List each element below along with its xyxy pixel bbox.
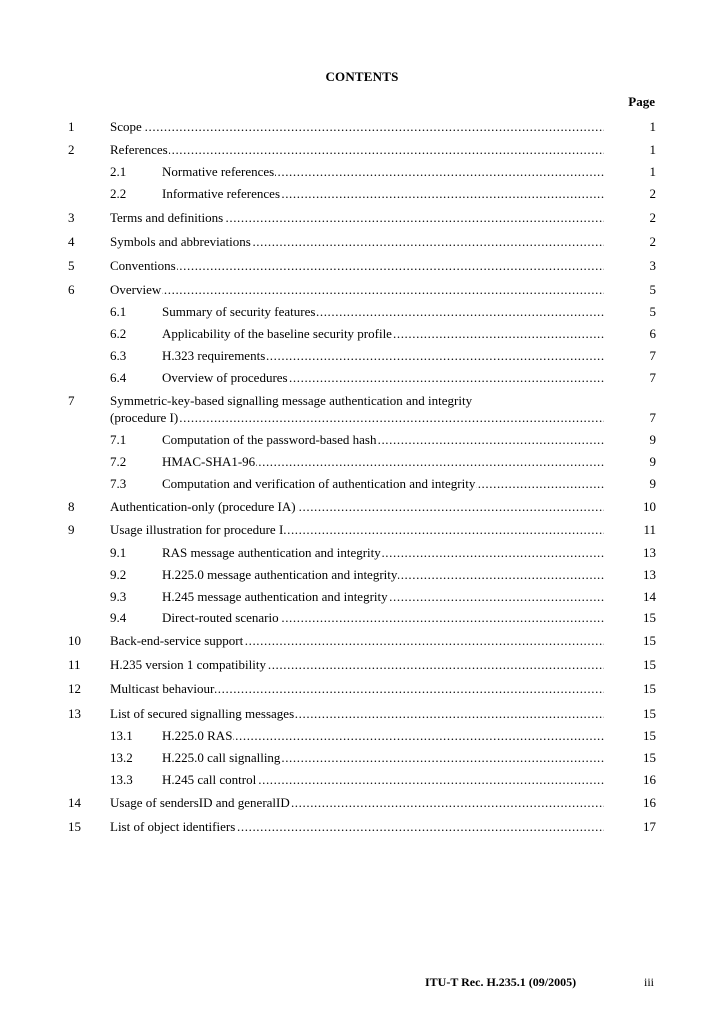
toc-entry-number: 14 (68, 795, 81, 810)
toc-entry-title: HMAC-SHA1-96 (162, 454, 256, 469)
toc-entry-title: Usage of sendersID and generalID (110, 795, 290, 810)
toc-entry-page: 1 (649, 142, 656, 157)
toc-entry-number: 6.4 (110, 370, 127, 385)
toc-entry-title: H.235 version 1 compatibility (110, 657, 266, 672)
toc-entry-number: 13.2 (110, 750, 133, 765)
toc-entry-leader (162, 453, 604, 470)
toc-entry-number: 9.1 (110, 545, 127, 560)
toc-entry-title: (procedure I) (110, 410, 179, 425)
toc-entry-leader (110, 794, 604, 811)
toc-entry-number: 12 (68, 681, 81, 696)
toc-entry[interactable] (68, 794, 656, 811)
toc-entry-page: 5 (649, 304, 656, 319)
toc-entry-page: 17 (643, 819, 656, 834)
toc-entry-number: 13.3 (110, 772, 133, 787)
toc-entry-page: 2 (649, 234, 656, 249)
toc-entry-title: List of secured signalling messages (110, 706, 295, 721)
toc-entry-page: 15 (643, 706, 656, 721)
toc-entry-page: 7 (649, 370, 656, 385)
toc-entry[interactable] (68, 303, 656, 320)
toc-entry[interactable] (68, 521, 656, 538)
toc-entry-title: Computation of the password-based hash (162, 432, 377, 447)
toc-entry-number: 10 (68, 633, 81, 648)
toc-entry-number: 6.3 (110, 348, 127, 363)
toc-entry-number: 9 (68, 522, 75, 537)
toc-entry-page: 7 (649, 410, 656, 425)
toc-entry-title: Overview (110, 282, 162, 297)
toc-entry-page: 15 (643, 633, 656, 648)
toc-entry-page: 2 (649, 186, 656, 201)
toc-entry-title: Normative references (162, 164, 275, 179)
toc-entry-title: Multicast behaviour (110, 681, 215, 696)
toc-entry-title: H.225.0 call signalling (162, 750, 281, 765)
toc-entry[interactable] (68, 475, 656, 492)
toc-entry-page: 2 (649, 210, 656, 225)
toc-entry-page: 16 (643, 772, 656, 787)
toc-entry-number: 7.2 (110, 454, 127, 469)
toc-entry[interactable] (68, 325, 656, 342)
toc-entry-page: 15 (643, 681, 656, 696)
toc-entry-leader (110, 680, 604, 697)
toc-entry-page: 1 (649, 119, 656, 134)
toc-entry-number: 7 (68, 393, 75, 408)
toc-entry-page: 15 (643, 728, 656, 743)
toc-entry-leader (110, 818, 604, 835)
toc-entry[interactable] (68, 369, 656, 386)
toc-entry-leader (162, 185, 604, 202)
toc-entry-page: 13 (643, 545, 656, 560)
toc-entry-title: Back-end-service support (110, 633, 244, 648)
toc-entry-page: 16 (643, 795, 656, 810)
toc-entry-title: Computation and verification of authentication and integrity (162, 476, 476, 491)
toc-entry-title: H.323 requirements (162, 348, 266, 363)
toc-entry-title: Usage illustration for procedure I (110, 522, 284, 537)
toc-entry-leader (162, 163, 604, 180)
toc-entry-leader (110, 233, 604, 250)
footer-page-number: iii (643, 975, 654, 989)
toc-entry[interactable] (68, 163, 656, 180)
page-title: CONTENTS (325, 69, 399, 84)
toc-entry-page: 15 (643, 657, 656, 672)
toc-entry-title: Summary of security features (162, 304, 316, 319)
toc-entry-leader (110, 705, 604, 722)
toc-entry-title: RAS message authentication and integrity (162, 545, 381, 560)
toc-entry-title: Conventions (110, 258, 176, 273)
toc-entry-title: Overview of procedures (162, 370, 288, 385)
toc-entry-title: Symbols and abbreviations (110, 234, 251, 249)
toc-entry-leader (162, 325, 604, 342)
toc-entry[interactable] (68, 727, 656, 744)
toc-entry-number: 6 (68, 282, 75, 297)
toc-entry[interactable] (68, 118, 656, 135)
toc-entry[interactable] (68, 566, 656, 583)
toc-entry-page: 9 (649, 432, 656, 447)
toc-entry-page: 11 (643, 522, 656, 537)
toc-entry-leader (110, 209, 604, 226)
toc-entry-title: H.245 call control (162, 772, 257, 787)
toc-entry-leader (110, 409, 604, 426)
toc-entry-number: 7.1 (110, 432, 127, 447)
toc-entry-page: 9 (649, 476, 656, 491)
toc-entry[interactable] (68, 281, 656, 298)
toc-entry[interactable] (68, 680, 656, 697)
toc-entry-leader (110, 141, 604, 158)
toc-entry-number: 6.1 (110, 304, 127, 319)
toc-entry-page: 9 (649, 454, 656, 469)
toc-entry-number: 9.3 (110, 589, 127, 604)
toc-entry-title: H.225.0 RAS (162, 728, 233, 743)
toc-entry-number: 6.2 (110, 326, 127, 341)
toc-entry-leader (162, 566, 604, 583)
toc-entry-leader (110, 118, 604, 135)
toc-entry[interactable] (68, 392, 656, 426)
toc-entry-leader (162, 303, 604, 320)
footer-reference: ITU-T Rec. H.235.1 (09/2005) (425, 975, 577, 989)
toc-entry-page: 10 (643, 499, 656, 514)
toc-entry-number: 9.2 (110, 567, 127, 582)
toc-entry[interactable] (68, 498, 656, 515)
toc-entry-title: References (110, 142, 168, 157)
toc-entry-title: Terms and definitions (110, 210, 224, 225)
toc-entry-number: 13.1 (110, 728, 133, 743)
toc-entry-title: Informative references (162, 186, 281, 201)
toc-entry-number: 4 (68, 234, 75, 249)
toc-entry[interactable] (68, 771, 656, 788)
toc-entry-number: 5 (68, 258, 75, 273)
toc-entry-number: 13 (68, 706, 81, 721)
toc-entry-leader (162, 609, 604, 626)
toc-entry-number: 11 (68, 657, 81, 672)
toc-entry-number: 1 (68, 119, 75, 134)
toc-entry-leader (162, 475, 604, 492)
toc-entry-leader (162, 771, 604, 788)
toc-entry-page: 15 (643, 610, 656, 625)
toc-entry-leader (110, 521, 604, 538)
toc-entry[interactable] (68, 609, 656, 626)
toc-entry-page: 14 (643, 589, 656, 604)
toc-entry-leader (110, 656, 604, 673)
toc-entry[interactable] (68, 431, 656, 448)
toc-entry[interactable] (68, 257, 656, 274)
toc-entry-leader (162, 588, 604, 605)
toc-entry-title: Direct-routed scenario (162, 610, 279, 625)
toc-entry-page: 15 (643, 750, 656, 765)
toc-entry-title: Scope (110, 119, 142, 134)
toc-entry[interactable] (68, 209, 656, 226)
toc-entry[interactable] (68, 141, 656, 158)
toc-entry-number: 9.4 (110, 610, 127, 625)
toc-entry[interactable] (68, 656, 656, 673)
toc-entry[interactable] (68, 632, 656, 649)
toc-entry-number: 2 (68, 142, 75, 157)
toc-entry-leader (162, 369, 604, 386)
toc-entry-page: 1 (649, 164, 656, 179)
toc-entry-page: 6 (649, 326, 656, 341)
toc-entry-page: 13 (643, 567, 656, 582)
toc-entry-title: Applicability of the baseline security profile (162, 326, 392, 341)
toc-entry-leader (110, 281, 604, 298)
toc-entry-number: 15 (68, 819, 81, 834)
toc-entry[interactable] (68, 453, 656, 470)
toc-entry-title-line1: Symmetric-key-based signalling message authentication and integrity (110, 393, 473, 408)
toc-entry-leader (162, 749, 604, 766)
toc-entry[interactable] (68, 749, 656, 766)
toc-entry[interactable] (68, 705, 656, 722)
toc-entry[interactable] (68, 185, 656, 202)
toc-entry-number: 8 (68, 499, 75, 514)
toc-entry-page: 7 (649, 348, 656, 363)
toc-entry-leader (162, 431, 604, 448)
toc-entry-leader (162, 727, 604, 744)
toc-entry-leader (110, 257, 604, 274)
toc-entry-leader (162, 347, 604, 364)
toc-entry-title: List of object identifiers (110, 819, 236, 834)
toc-entry[interactable] (68, 347, 656, 364)
toc-entry-title: H.245 message authentication and integrity (162, 589, 388, 604)
toc-entry-leader (162, 544, 604, 561)
toc-entry-title: Authentication-only (procedure IA) (110, 499, 296, 514)
toc-entry-number: 2.2 (110, 186, 127, 201)
toc-entry[interactable] (68, 818, 656, 835)
toc-entry-leader (110, 498, 604, 515)
page-column-header: Page (628, 94, 655, 109)
toc-entry-page: 3 (649, 258, 656, 273)
toc-entry-number: 7.3 (110, 476, 127, 491)
toc-entry-leader (110, 632, 604, 649)
toc-entry[interactable] (68, 544, 656, 561)
toc-entry[interactable] (68, 588, 656, 605)
toc-entry-number: 3 (68, 210, 75, 225)
toc-entry-number: 2.1 (110, 164, 127, 179)
toc-entry-page: 5 (649, 282, 656, 297)
toc-entry[interactable] (68, 233, 656, 250)
toc-entry-title: H.225.0 message authentication and integrity (162, 567, 398, 582)
